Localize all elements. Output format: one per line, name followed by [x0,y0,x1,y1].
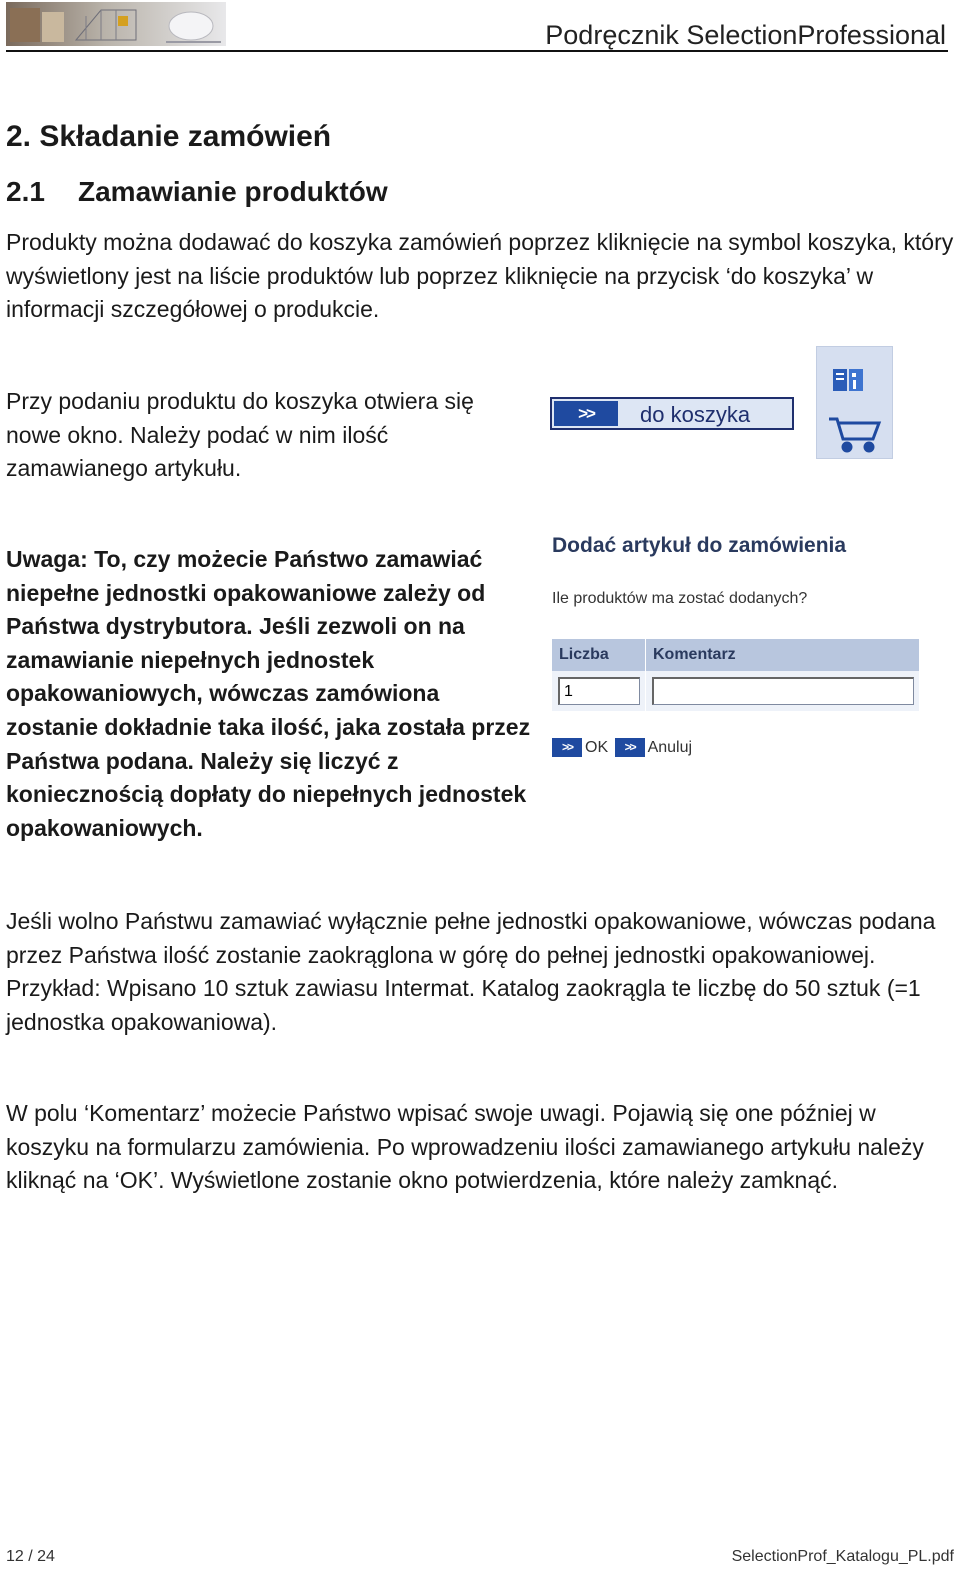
dialog-actions [552,738,694,760]
double-chevron-icon: >> [554,401,618,426]
subsection-text: Zamawianie produktów [78,176,388,207]
order-form-table [552,639,919,711]
double-chevron-icon: >> [615,738,645,757]
double-chevron-icon: >> [552,738,582,757]
quantity-input[interactable] [558,677,640,705]
intro-paragraph: Produkty można dodawać do koszyka zamówień poprzez kliknięcie na symbol koszyka, który wyświetlony jest na liście produktów lub poprzez kliknięcie na przycisk ‘do koszyka’ w informacji szczegółowej o produkcie. [6,229,954,323]
header-logo [6,2,226,46]
subsection-number: 2.1 [6,176,45,207]
add-to-basket-button[interactable] [550,397,794,430]
page-number: 12 / 24 [6,1548,55,1565]
footer-filename: SelectionProf_Katalogu_PL.pdf [731,1548,954,1565]
comment-input[interactable] [652,677,914,705]
header-title: Podręcznik SelectionProfessional [545,20,946,50]
header-divider [6,50,948,52]
warning-note: Uwaga: To, czy możecie Państwo zamawiać niepełne jednostki opakowaniowe zależy od Państwa dystrybutora. Jeśli zezwoli on na zamawianie niepełnych jednostek opakowaniowych, wówczas zamówiona zostanie dokładnie taka ilość, jaka została przez Państwa podana. Należy się liczyć z koniecznością dopłaty do niepełnych jednostek opakowaniowych. [6,546,531,841]
cancel-button[interactable] [615,738,692,757]
product-info-icon[interactable] [833,369,863,391]
cancel-label: Anuluj [647,738,693,756]
section-title: 2. Składanie zamówień [6,120,332,153]
subsection-title [6,176,388,208]
column-header-quantity: Liczba [552,639,645,671]
add-to-basket-label: do koszyka [640,402,751,427]
dialog-question: Ile produktów ma zostać dodanych? [552,590,808,607]
column-header-comment: Komentarz [646,639,919,671]
ok-label: OK [585,738,609,756]
dialog-title: Dodać artykuł do zamówienia [552,534,847,557]
product-icons-panel [816,346,893,459]
comment-paragraph: W polu ‘Komentarz’ możecie Państwo wpisać swoje uwagi. Pojawią się one później w koszyku na formularzu zamówienia. Po wprowadzeniu ilości zamawianego artykułu należy kliknąć na ‘OK’. Wyświetlone zostanie okno potwierdzenia, które należy zamknąć. [6,1100,924,1194]
new-window-paragraph: Przy podaniu produktu do koszyka otwiera się nowe okno. Należy podać w nim ilość zamawianego artykułu. [6,388,474,482]
ok-button[interactable] [552,738,608,757]
rounding-paragraph: Jeśli wolno Państwu zamawiać wyłącznie pełne jednostki opakowaniowe, wówczas podana przez Państwa ilość zostanie zaokrąglona w górę do pełnej jednostki opakowaniowej. Przykład: Wpisano 10 sztuk zawiasu Intermat. Katalog zaokrągla te liczbę do 50 sztuk (=1 jednostka opakowaniowa). [6,908,936,1035]
shopping-cart-icon[interactable] [829,419,879,451]
